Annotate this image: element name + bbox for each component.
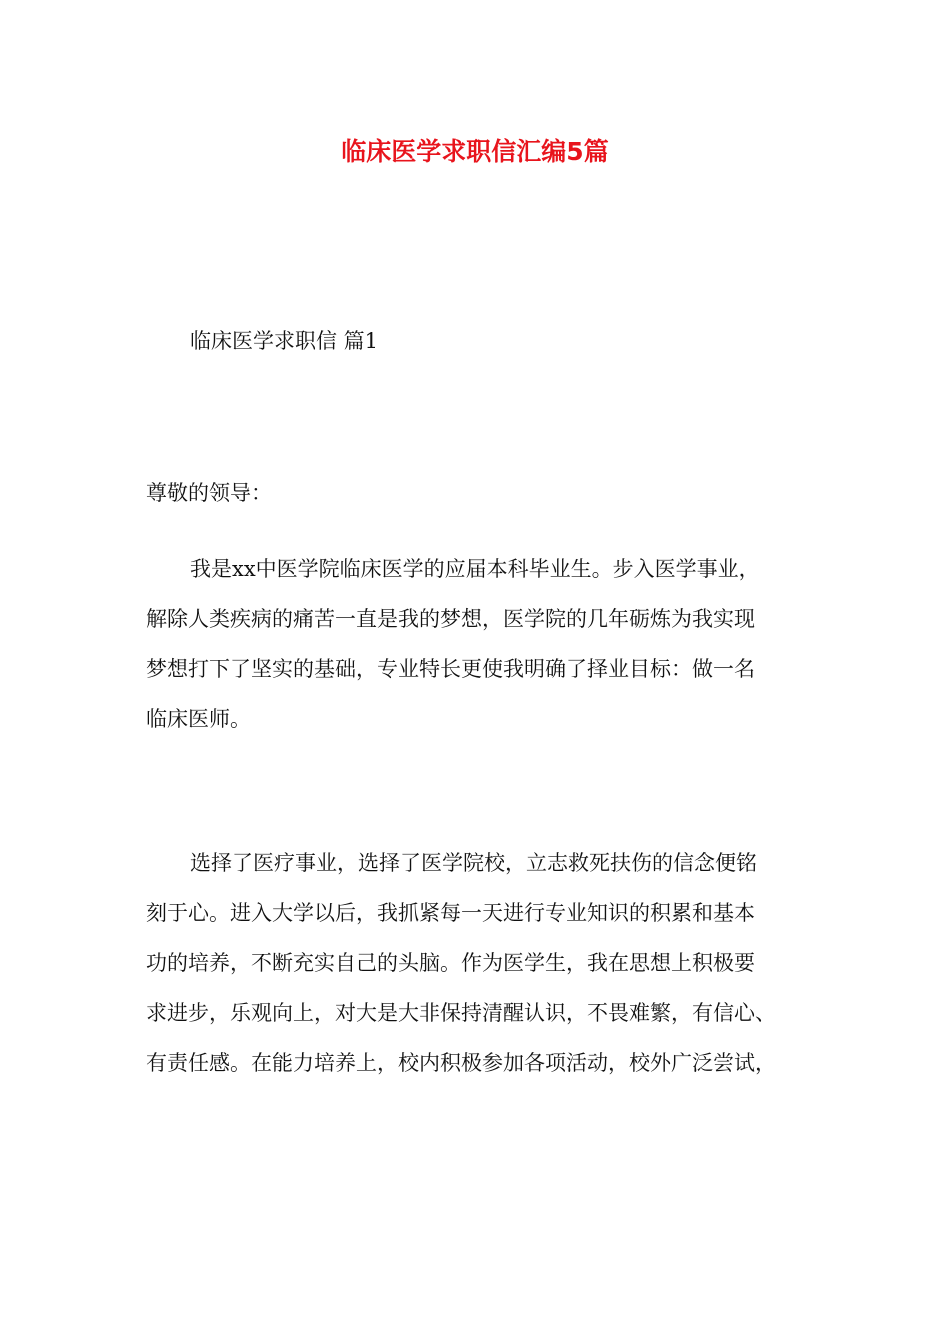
- paragraph-2: [146, 838, 826, 1088]
- paragraph-line: 解除人类疾病的痛苦一直是我的梦想，医学院的几年砺炼为我实现: [146, 607, 755, 631]
- paragraph-line: 临床医师。: [146, 707, 251, 731]
- paragraph-line: 功的培养，不断充实自己的头脑。作为医学生，我在思想上积极要: [146, 951, 755, 975]
- section-heading: 临床医学求职信 篇1: [190, 329, 379, 353]
- paragraph-line: 刻于心。进入大学以后，我抓紧每一天进行专业知识的积累和基本: [146, 901, 755, 925]
- paragraph-line: 有责任感。在能力培养上，校内积极参加各项活动，校外广泛尝试，: [146, 1051, 776, 1075]
- document-title: 临床医学求职信汇编5篇: [341, 137, 609, 166]
- paragraph-1: [146, 544, 826, 744]
- paragraph-line: 求进步，乐观向上，对大是大非保持清醒认识，不畏难繁，有信心、: [146, 1001, 776, 1025]
- salutation: 尊敬的领导：: [146, 481, 272, 505]
- paragraph-line: 选择了医疗事业，选择了医学院校，立志救死扶伤的信念便铭: [190, 851, 757, 875]
- paragraph-line: 我是xx中医学院临床医学的应届本科毕业生。步入医学事业，: [190, 557, 760, 581]
- paragraph-line: 梦想打下了坚实的基础，专业特长更使我明确了择业目标：做一名: [146, 657, 755, 681]
